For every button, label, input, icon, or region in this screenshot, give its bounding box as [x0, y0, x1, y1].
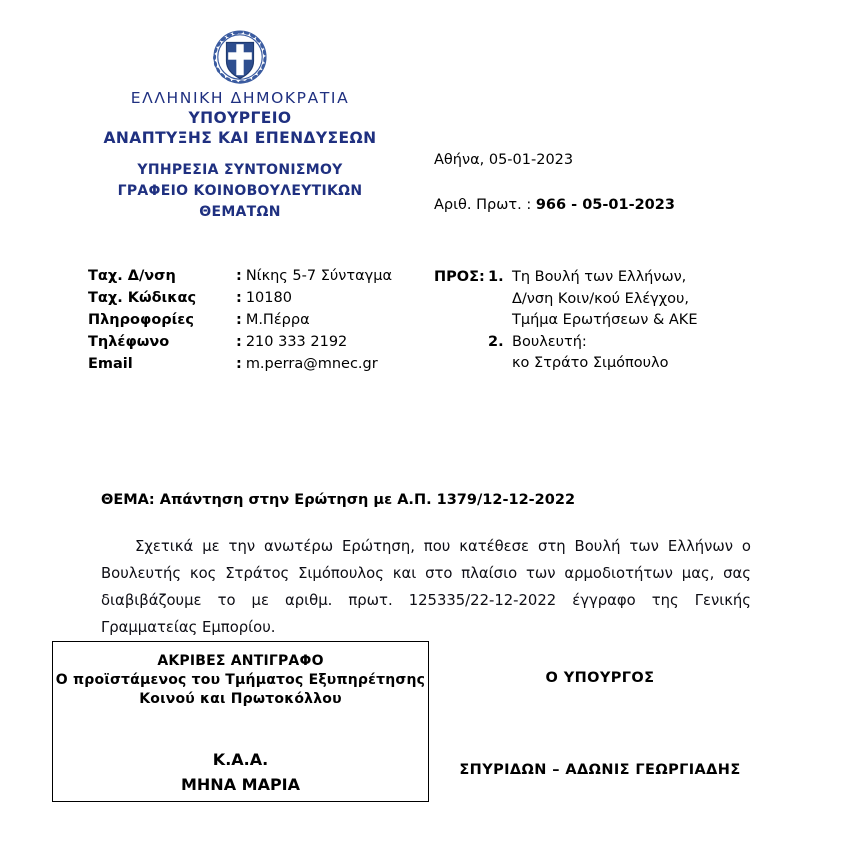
letterhead-republic: ΕΛΛΗΝΙΚΗ ΔΗΜΟΚΡΑΤΙΑ	[130, 89, 350, 107]
contact-row	[88, 333, 392, 355]
minister-name: ΣΠΥΡΙΔΩΝ – ΑΔΩΝΙΣ ΓΕΩΡΓΙΑΔΗΣ	[459, 762, 741, 778]
document-date: Αθήνα, 05-01-2023	[434, 152, 574, 168]
letterhead-service-line2: ΓΡΑΦΕΙΟ ΚΟΙΝΟΒΟΥΛΕΥΤΙΚΩΝ	[117, 183, 363, 199]
contact-row	[88, 311, 392, 333]
contact-colon: :	[236, 268, 242, 284]
letterhead-service	[62, 160, 418, 223]
protocol-number	[434, 197, 675, 213]
certified-copy-name: ΜΗΝΑ ΜΑΡΙΑ	[180, 775, 301, 794]
contact-row	[88, 267, 392, 289]
contact-email-value: m.perra@mnec.gr	[245, 356, 378, 372]
certified-copy-initials: Κ.Α.Α.	[212, 750, 269, 769]
contact-label: Πληροφορίες	[88, 312, 194, 328]
contact-label: Ταχ. Δ/νση	[88, 268, 176, 284]
recipients-block	[434, 267, 697, 375]
protocol-value: 966 - 05-01-2023	[535, 197, 675, 213]
recipient-line: Τη Βουλή των Ελλήνων,	[512, 269, 687, 285]
recipient-lines	[512, 267, 697, 332]
minister-title: Ο ΥΠΟΥΡΓΟΣ	[545, 670, 655, 686]
recipient-lines	[512, 332, 697, 375]
contact-colon: :	[236, 312, 242, 328]
letterhead-service-line1: ΥΠΗΡΕΣΙΑ ΣΥΝΤΟΝΙΣΜΟΥ	[137, 162, 343, 178]
contact-colon: :	[236, 356, 242, 372]
letterhead	[62, 88, 418, 223]
recipients-list	[488, 267, 697, 375]
protocol-label: Αριθ. Πρωτ. :	[434, 197, 536, 213]
contact-value: 10180	[245, 290, 292, 306]
contact-colon: :	[236, 290, 242, 306]
certified-copy-signature	[53, 747, 428, 797]
contact-label: Τηλέφωνο	[88, 334, 170, 350]
contact-colon: :	[236, 334, 242, 350]
recipient-number: 1.	[488, 269, 504, 285]
contact-value: Μ.Πέρρα	[245, 312, 310, 328]
letterhead-ministry-line1: ΥΠΟΥΡΓΕΙΟ	[188, 109, 292, 127]
subject-line: ΘΕΜΑ: Απάντηση στην Ερώτηση με Α.Π. 1379/12-12-2022	[101, 492, 576, 508]
letterhead-service-line3: ΘΕΜΑΤΩΝ	[199, 204, 281, 220]
certified-copy-header	[53, 652, 428, 709]
certified-copy-box	[52, 641, 429, 802]
certified-copy-role-line1: Ο προϊστάμενος του Τμήματος Εξυπηρέτησης	[55, 672, 426, 688]
contact-details	[88, 267, 392, 377]
recipient-line: κο Στράτο Σιμόπουλο	[512, 355, 669, 371]
hellenic-republic-emblem-icon	[210, 28, 270, 88]
recipient-line: Βουλευτή:	[512, 333, 587, 350]
contact-row	[88, 355, 392, 377]
recipient-line: Δ/νση Κοιν/κού Ελέγχου,	[512, 290, 689, 307]
recipients-row	[434, 267, 697, 375]
contact-label: Ταχ. Κώδικας	[88, 290, 197, 306]
body-paragraph: Σχετικά με την ανωτέρω Ερώτηση, που κατέθεσε στη Βουλή των Ελλήνων ο Βουλευτής κος Στράτος Σιμόπουλος και στο πλαίσιο των αρμοδιοτήτων μας, σας διαβιβάζουμε το με αριθμ. πρωτ. 125335/22-12-2022 έγγραφο της Γενικής Γραμματείας Εμπορίου.	[101, 538, 751, 636]
letterhead-ministry-line2: ΑΝΑΠΤΥΞΗΣ ΚΑΙ ΕΠΕΝΔΥΣΕΩΝ	[103, 129, 377, 147]
contact-value: 210 333 2192	[245, 334, 348, 350]
contact-value: Νίκης 5-7 Σύνταγμα	[245, 268, 393, 284]
recipient-line: Τμήμα Ερωτήσεων & ΑΚΕ	[512, 312, 698, 328]
recipient-number: 2.	[488, 333, 504, 350]
recipient-item	[488, 267, 697, 332]
recipient-item	[488, 332, 697, 375]
certified-copy-title: ΑΚΡΙΒΕΣ ΑΝΤΙΓΡΑΦΟ	[157, 653, 324, 669]
recipients-label: ΠΡΟΣ:	[434, 269, 485, 285]
certified-copy-role-line2: Κοινού και Πρωτοκόλλου	[139, 691, 342, 707]
contact-row	[88, 289, 392, 311]
contact-label: Email	[88, 356, 133, 372]
